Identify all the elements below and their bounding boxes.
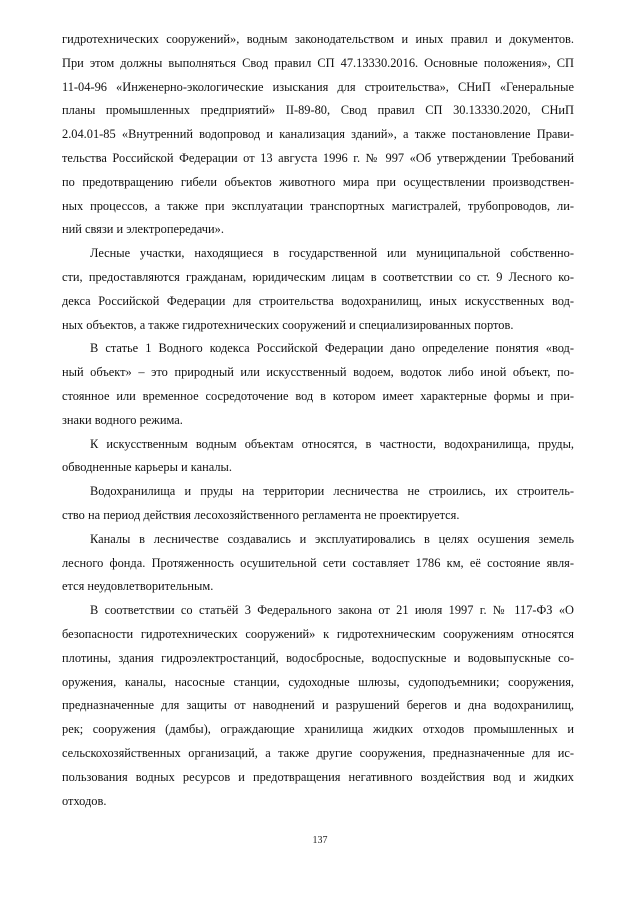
text-line: Каналы в лесничестве создавались и эксплуатировались в целях осушения земель [90, 531, 574, 546]
text-line: предназначенные для защиты от наводнений и разрушений берегов и дна водохранилищ, [62, 698, 574, 713]
paragraph [62, 528, 574, 599]
text-line: сельскохозяйственных организаций, а также другие сооружения, предназначенные для ис- [62, 745, 574, 760]
text-line: При этом должны выполняться Свод правил СП 47.13330.2016. Основные положения», СП [62, 55, 574, 70]
text-line: безопасности гидротехнических сооружений» к гидротехническим сооружениям относятся [62, 626, 574, 641]
text-line: по предотвращению гибели объектов животного мира при осуществлении производствен- [62, 174, 574, 189]
text-line: Водохранилища и пруды на территории лесничества не строились, их строитель- [90, 484, 574, 499]
text-line: В статье 1 Водного кодекса Российской Федерации дано определение понятия «вод- [90, 341, 574, 356]
text-line: 11-04-96 «Инженерно-экологические изыскания для строительства», СНиП «Генеральные [62, 79, 574, 94]
text-line: гидротехнических сооружений», водным законодательством и иных правил и документов. [62, 32, 574, 46]
text-line: ный объект» – это природный или искусственный водоем, водоток либо иной объект, по- [62, 365, 574, 380]
paragraph [62, 480, 574, 528]
text-line: обводненные карьеры и каналы. [62, 460, 232, 475]
paragraph [62, 433, 574, 481]
page-number: 137 [312, 835, 328, 846]
paragraph [62, 242, 574, 337]
text-line: сти, предоставляются гражданам, юридическим лицам в соответствии со ст. 9 Лесного ко- [62, 269, 574, 284]
text-line: стоянное или временное сосредоточение вод в котором имеет характерные формы и при- [62, 388, 574, 403]
text-line: пользования водных ресурсов и предотвращения негативного воздействия вод и жидких [62, 769, 574, 784]
paragraph [62, 28, 574, 242]
text-line: плотины, здания гидроэлектростанций, водосбросные, водоспускные и водовыпускные со- [62, 650, 574, 665]
text-line: рек; сооружения (дамбы), ограждающие хранилища жидких отходов промышленных и [62, 722, 574, 737]
text-line: ных процессов, а также при эксплуатации транспортных магистралей, трубопроводов, ли- [62, 198, 574, 213]
text-line: К искусственным водным объектам относятся, в частности, водохранилища, пруды, [90, 436, 574, 451]
paragraph [62, 599, 574, 813]
text-line: декса Российской Федерации для строительства водохранилищ, иных искусственных вод- [62, 293, 574, 308]
text-line: отходов. [62, 793, 107, 808]
text-line: ется неудовлетворительным. [62, 579, 214, 594]
text-line: ство на период действия лесохозяйственного регламента не проектируется. [62, 507, 460, 522]
text-line: знаки водного режима. [62, 412, 183, 427]
text-line: планы промышленных предприятий» II-89-80, Свод правил СП 30.13330.2020, СНиП [62, 103, 574, 118]
text-line: В соответствии со статьёй 3 Федерального закона от 21 июля 1997 г. № 117-ФЗ «О [90, 603, 574, 618]
text-line: Лесные участки, находящиеся в государственной или муниципальной собственно- [90, 246, 574, 261]
paragraph [62, 337, 574, 432]
text-line: лесного фонда. Протяженность осушительной сети составляет 1786 км, её состояние явля- [62, 555, 574, 570]
text-line: ний связи и электропередачи». [62, 222, 224, 237]
document-body [62, 28, 574, 813]
text-line: оружения, каналы, насосные станции, судоходные шлюзы, судоподъемники; сооружения, [62, 674, 574, 689]
text-line: 2.04.01-85 «Внутренний водопровод и канализация зданий», а также постановление Прави- [62, 127, 574, 142]
text-line: ных объектов, а также гидротехнических сооружений и специализированных портов. [62, 317, 514, 332]
text-line: тельства Российской Федерации от 13 августа 1996 г. № 997 «Об утверждении Требований [62, 150, 574, 165]
